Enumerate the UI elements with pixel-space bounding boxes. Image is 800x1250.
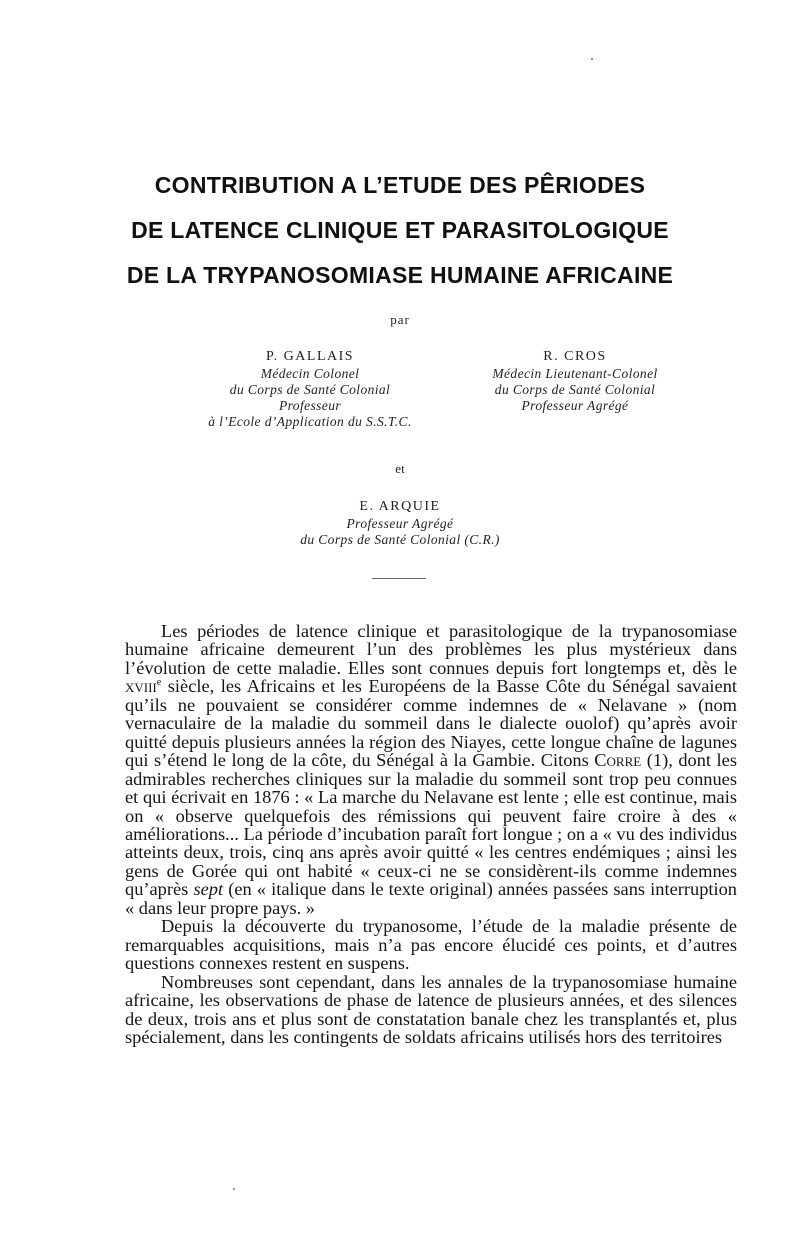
author-title: Professeur: [279, 398, 341, 413]
author-title: Médecin Lieutenant-Colonel: [492, 366, 658, 381]
author-gallais: [185, 348, 435, 430]
author-title: Médecin Colonel: [260, 366, 360, 381]
speck: [591, 58, 593, 60]
century-superscript: e: [156, 677, 162, 689]
author-title: Professeur Agrégé: [521, 398, 629, 413]
author-affiliation: du Corps de Santé Colonial (C.R.): [300, 532, 500, 547]
title-line-3: DE LA TRYPANOSOMIASE HUMAINE AFRICAINE: [126, 262, 674, 288]
author-name: E. ARQUIE: [359, 499, 441, 514]
author-name: P. GALLAIS: [265, 349, 355, 364]
title-line-1: CONTRIBUTION A L’ETUDE DES PÊRIODES: [154, 172, 646, 198]
paragraph: [125, 622, 737, 917]
article-body: [125, 622, 737, 1046]
cited-author: Corre: [594, 750, 642, 771]
title-line-2: DE LATENCE CLINIQUE ET PARASITOLOGIQUE: [131, 217, 669, 243]
paragraph: Nombreuses sont cependant, dans les annales de la trypanosomiase humaine africaine, les observations de phase de latence de plusieurs années, et des silences de deux, trois ans et plus sont de constatation banale chez les transplantés et, plus spécialement, dans les contingents de soldats africains utilisés hors des territoires: [125, 971, 737, 1047]
author-affiliation: du Corps de Santé Colonial: [229, 382, 391, 397]
paragraph-text: Les périodes de latence clinique et parasitologique de la trypanosomiase humaine africaine demeurent l’un des problèmes les plus mystérieux dans l’évolution de cette maladie. Elles sont connues depuis fort longtemps et, dès le: [125, 621, 737, 678]
paragraph-text: (en « italique dans le texte original) années passées sans interruption « dans leur propre pays. »: [125, 879, 738, 918]
author-arquie: [250, 498, 550, 548]
author-cros: [460, 348, 690, 414]
author-affiliation: à l’Ecole d’Application du S.S.T.C.: [208, 414, 412, 429]
emphasis: sept: [193, 879, 224, 900]
section-divider: [372, 578, 426, 579]
speck: [233, 1188, 235, 1190]
par-label: par: [390, 312, 410, 327]
author-title: Professeur Agrégé: [346, 516, 454, 531]
paragraph-text: siècle, les Africains et les Européens de la Basse Côte du Sénégal savaient qu’ils ne pouvaient se considérer comme indemnes de « Nelavane » (nom vernaculaire de la maladie du sommeil dans le dialecte ouolof) qu’après avoir quitté depuis plusieurs années la région des Niayes, cette longue chaîne de lagunes qui s’étend le long de la côte, du Sénégal à la Gambie. Citons: [125, 676, 737, 771]
author-affiliation: du Corps de Santé Colonial: [494, 382, 656, 397]
author-name: R. CROS: [543, 349, 607, 364]
paragraph: Depuis la découverte du trypanosome, l’étude de la maladie présente de remarquables acquisitions, mais n’a pas encore élucidé ces points, et d’autres questions connexes restent en suspens.: [125, 916, 737, 974]
century-numeral: xviii: [125, 676, 157, 697]
paragraph-text: (1), dont les admirables recherches cliniques sur la maladie du sommeil sont trop peu connues et qui écrivait en 1876 : « La marche du Nelavane est lente ; elle est continue, mais on « observe quelquefois des rémissions qui peuvent faire croire à des « améliorations... La période d’incubation paraît fort longue ; on a « vu des individus atteints deux, trois, cinq ans après avoir quitté « les centres endémiques ; ainsi les gens de Gorée qui ont habité « ceux-ci ne se considèrent-ils comme indemnes qu’après: [125, 750, 737, 900]
et-label: et: [395, 461, 405, 476]
